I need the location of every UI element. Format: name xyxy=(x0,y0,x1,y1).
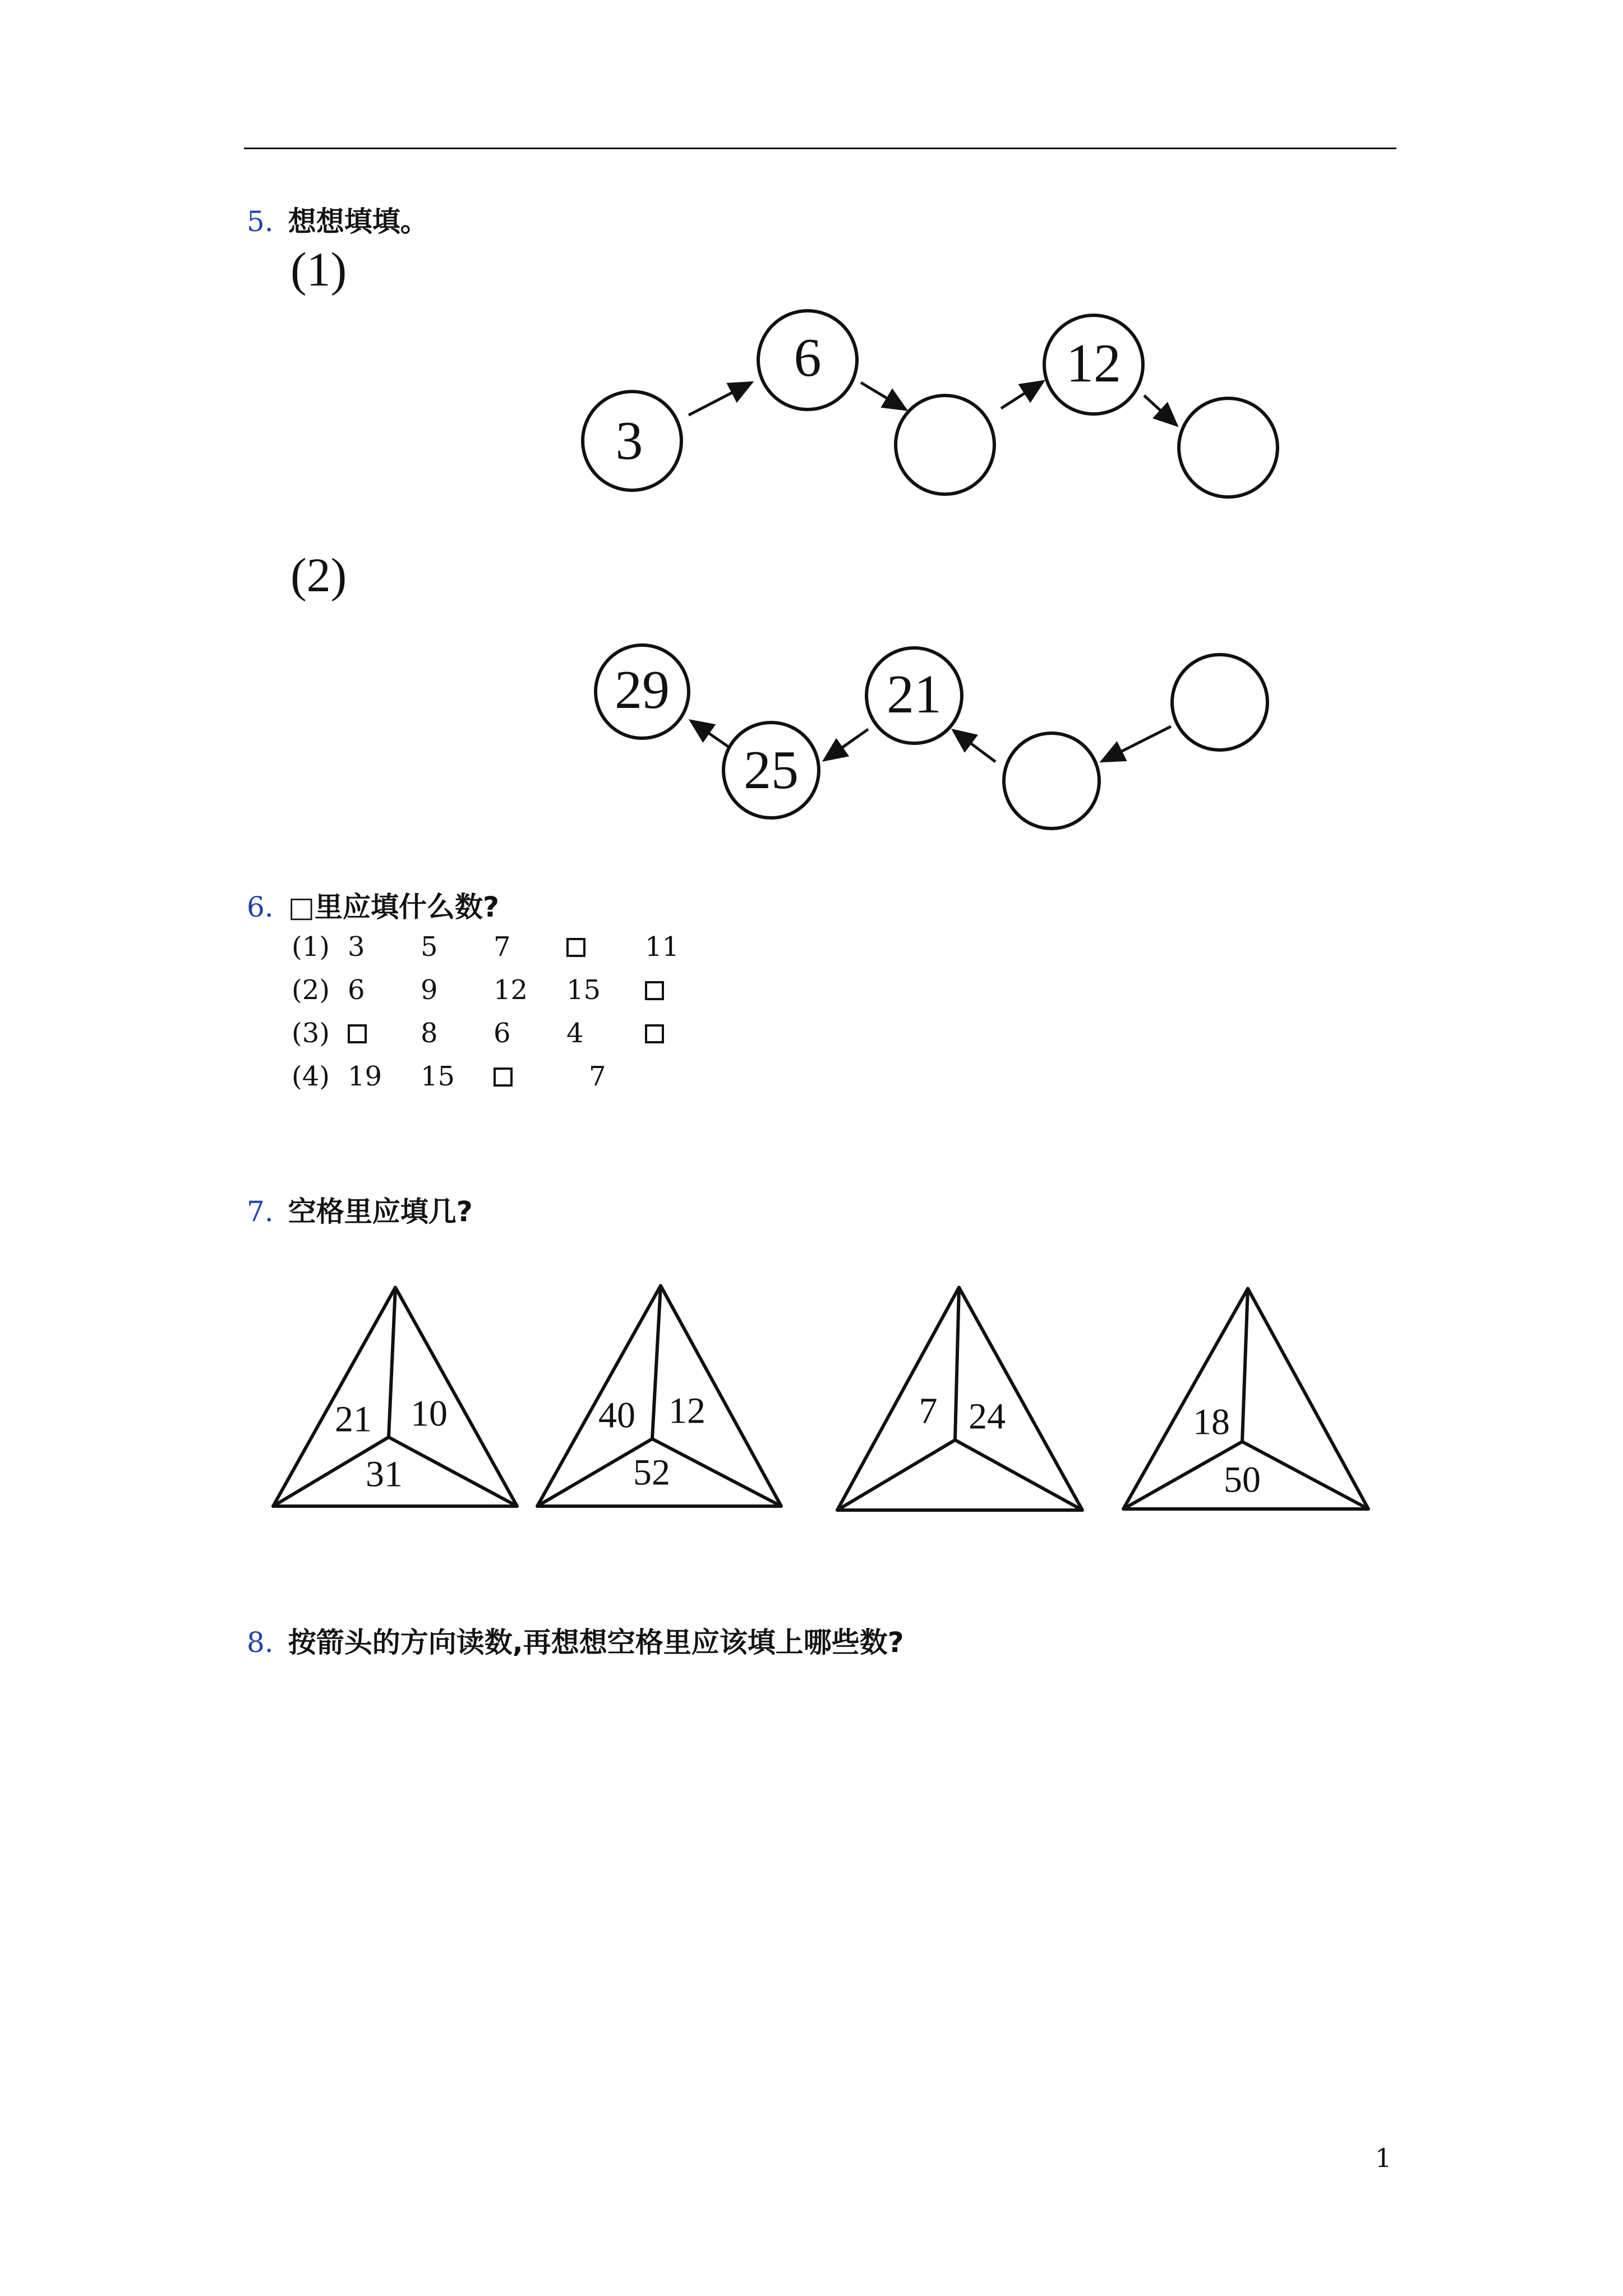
sequence-number: 4 xyxy=(566,1018,584,1049)
triangle-3-left: 7 xyxy=(919,1390,938,1432)
page-number: 1 xyxy=(1375,2143,1392,2173)
circle2-3-value: 21 xyxy=(887,664,942,725)
question-7-number: 7. xyxy=(247,1195,274,1228)
triangle-1 xyxy=(273,1287,517,1506)
circle-2-value: 6 xyxy=(794,328,822,388)
sequence-number: 19 xyxy=(348,1061,382,1092)
sequence-number: 6 xyxy=(494,1018,511,1049)
sequence-number: 7 xyxy=(494,931,511,963)
sequence-number: 7 xyxy=(589,1061,606,1092)
sequence-number: 6 xyxy=(348,974,365,1006)
triangle-1-right: 10 xyxy=(411,1393,448,1434)
triangle-2-left: 40 xyxy=(598,1395,635,1436)
question-5-text: 想想填填。 xyxy=(288,205,428,238)
sequence-number: 8 xyxy=(421,1018,438,1049)
triangle-1-bottom: 31 xyxy=(366,1453,403,1495)
question-8-title xyxy=(247,1620,904,1660)
triangle-2 xyxy=(537,1286,781,1506)
circle-1-value: 3 xyxy=(615,411,643,471)
triangle-4-left: 18 xyxy=(1193,1401,1230,1443)
triangle-2-bottom: 52 xyxy=(633,1452,670,1493)
sequence-number: 9 xyxy=(421,974,438,1006)
question-6-number: 6. xyxy=(247,891,274,923)
circle-4-value: 12 xyxy=(1066,333,1121,394)
triangle-3-right: 24 xyxy=(969,1396,1006,1437)
q6-row-label: (4) xyxy=(292,1061,330,1092)
q6-row-label: (3) xyxy=(292,1018,330,1049)
triangle-3 xyxy=(837,1287,1082,1510)
triangle-4 xyxy=(1123,1289,1368,1509)
sequence-number: 5 xyxy=(421,931,438,963)
q6-row-label: (1) xyxy=(292,931,330,963)
circle2-1-value: 29 xyxy=(615,660,670,720)
sequence-number: 15 xyxy=(566,974,601,1006)
triangle-2-right: 12 xyxy=(668,1390,706,1432)
triangle-4-bottom: 50 xyxy=(1224,1459,1261,1501)
q5-part2-label: (2) xyxy=(291,548,347,602)
question-7-text: 空格里应填几? xyxy=(288,1195,473,1228)
circle2-2-value: 25 xyxy=(744,740,799,800)
question-6-text: □里应填什么数? xyxy=(288,891,499,923)
sequence-number: 12 xyxy=(494,974,528,1006)
sequence-number: 11 xyxy=(645,931,680,963)
question-8-text: 按箭头的方向读数,再想想空格里应该填上哪些数? xyxy=(288,1626,904,1659)
sequence-number: 15 xyxy=(421,1061,455,1092)
triangle-1-left: 21 xyxy=(335,1398,372,1440)
sequence-number: 3 xyxy=(348,931,365,963)
q6-row-label: (2) xyxy=(292,974,330,1006)
question-5-number: 5. xyxy=(247,205,274,238)
q5-part1-label: (1) xyxy=(291,242,347,296)
question-8-number: 8. xyxy=(247,1626,274,1659)
